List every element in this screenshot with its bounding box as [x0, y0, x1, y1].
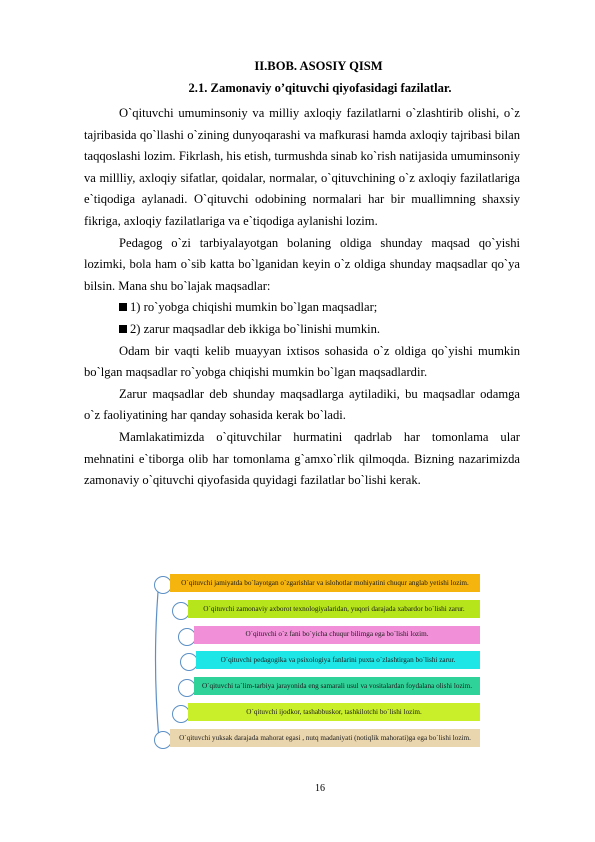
paragraph-2: Pedagog o`zi tarbiyalayotgan bolaning oldiga shunday maqsad qo`yishi lozimki, bola ham o`sib katta bo`lganidan keyin o`z oldiga shunday maqsadlar qo`ya bilsin. Mana shu bo`lajak maqsadlar: — [84, 235, 520, 293]
diagram-item-text: O`qituvchi ta`lim-tarbiya jarayonida eng samarali usul va vositalardan foydalana olishi lozim. — [201, 681, 473, 690]
bullet-item-1 — [84, 297, 520, 319]
diagram-item-text: O`qituvchi yuksak darajada mahorat egasi , nutq madaniyati (notiqlik mahorati)ga ega bo`lishi lozim. — [179, 733, 471, 742]
bullet-text-2: 2) zarur maqsadlar deb ikkiga bo`linishi mumkin. — [130, 321, 381, 336]
paragraph-4: Zarur maqsadlar deb shunday maqsadlarga aytiladiki, bu maqsadlar odamga o`z faoliyatining har qanday sohasida kerak bo`ladi. — [84, 386, 520, 423]
diagram-item-1 — [170, 574, 480, 592]
paragraph-3: Odam bir vaqti kelib muayyan ixtisos sohasida o`z oldiga qo`yishi mumkin bo`lgan maqsadlar ro`yobga chiqishi mumkin bo`lgan maqsadlardir. — [84, 343, 520, 380]
square-bullet-icon — [119, 325, 127, 333]
diagram-item-text: O`qituvchi ijodkor, tashabbuskor, tashkilotchi bo`lishi lozim. — [246, 707, 422, 716]
diagram-item-text: O`qituvchi pedagogika va psixologiya fanlarini puxta o`zlashtirgan bo`lishi zarur. — [220, 656, 456, 665]
bullet-text-1: 1) ro`yobga chiqishi mumkin bo`lgan maqsadlar; — [130, 300, 378, 315]
qualities-diagram — [150, 568, 482, 754]
body-text — [84, 103, 520, 492]
square-bullet-icon — [119, 303, 127, 311]
diagram-item-5 — [194, 677, 480, 695]
paragraph-5: Mamlakatimizda o`qituvchilar hurmatini qadrlab har tomonlama ular mehnatini e`tiborga olib har tomonlama g`amxo`rlik qilmoqda. Bizning nazarimizda zamonaviy o`qituvchi qiyofasida quyidagi fazilatlar bo`lishi kerak. — [84, 429, 520, 488]
diagram-item-4 — [196, 651, 480, 669]
diagram-item-text: O`qituvchi o`z fani bo`yicha chuqur bilimga ega bo`lishi lozim. — [245, 630, 429, 639]
paragraph-1: O`qituvchi umuminsoniy va milliy axloqiy fazilatlarni o`zlashtirib olishi, o`z tajribasida qo`llashi o`zining dunyoqarashi va mafkurasi hamda axloqiy tajribasi bilan taqqoslashi lozim. Fikrlash, his etish, turmushda sinab ko`rish natijasida umuminsoniy va millliy, axloqiy sifatlar, qoidalar, normalar, o`qituvchining o`z axloqiy fazilatlariga e`tiqodiga aylanadi. O`qituvchi odobining normalari har bir muallimning shaxsiy fikriga, axloqiy fazilatlariga va e`tiqodiga aylanishi lozim. — [84, 106, 520, 228]
bullet-item-2 — [84, 319, 520, 341]
page-number: 16 — [315, 783, 325, 794]
chapter-heading: II.BOB. ASOSIY QISM — [254, 59, 383, 73]
diagram-item-3 — [194, 626, 480, 644]
diagram-item-2 — [188, 600, 480, 618]
diagram-item-text: O`qituvchi jamiyatda bo`layotgan o`zgarishlar va islohotlar mohiyatini chuqur anglab yetishi lozim. — [181, 578, 469, 587]
diagram-item-7 — [170, 729, 480, 747]
diagram-item-6 — [188, 703, 480, 721]
section-heading: 2.1. Zamonaviy o’qituvchi qiyofasidagi fazilatlar. — [188, 81, 452, 95]
diagram-item-text: O`qituvchi zamonaviy axborot texnologiyalaridan, yuqori darajada xabardor bo`lishi zarur. — [203, 604, 465, 613]
